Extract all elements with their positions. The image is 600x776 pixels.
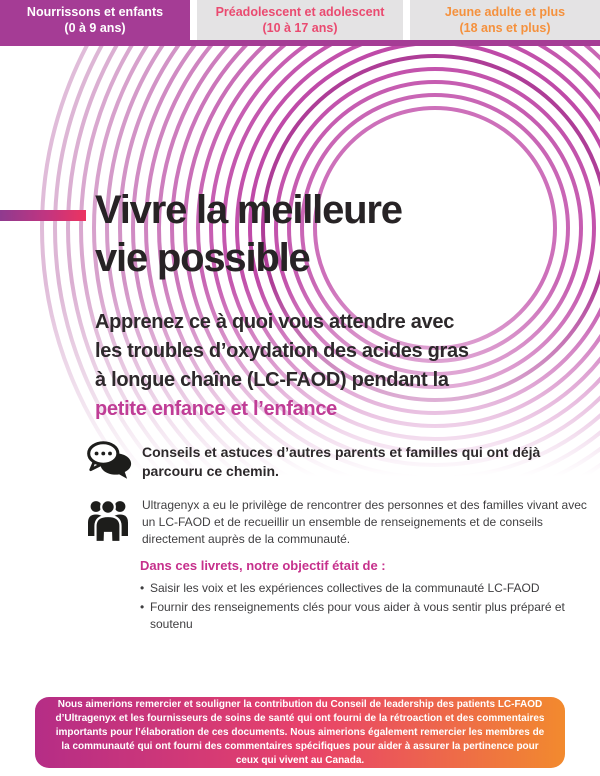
tab-infants-children[interactable] xyxy=(0,0,190,40)
tab-young-adult[interactable] xyxy=(410,0,600,40)
callout-text: Ultragenyx a eu le privilège de rencontrer des personnes et des familles vivant avec un LC-FAOD et de recueillir un ensemble de renseignements et de conseils directement auprès de la communauté. xyxy=(142,498,587,546)
objective-item: • Saisir les voix et les expériences collectives de la communauté LC-FAOD xyxy=(140,580,570,597)
chat-bubbles-icon xyxy=(86,440,142,487)
tab-sublabel: (18 ans et plus) xyxy=(459,21,551,35)
tab-preteen-adolescent[interactable] xyxy=(197,0,403,40)
subtitle-highlight: petite enfance et l’enfance xyxy=(95,398,337,420)
family-group-icon xyxy=(86,496,142,549)
callout-community-advice xyxy=(86,440,582,487)
title-accent-bar xyxy=(0,210,86,221)
tab-label: Nourrissons et enfants xyxy=(26,5,164,19)
tab-sublabel: (10 à 17 ans) xyxy=(262,21,338,35)
objectives-section xyxy=(140,558,580,635)
page-title: Vivre la meilleure vie possible xyxy=(95,188,402,280)
tab-underline-bar xyxy=(0,40,600,46)
tab-label: Préadolescent et adolescent xyxy=(215,5,385,19)
acknowledgement-banner xyxy=(35,697,565,768)
objectives-heading: Dans ces livrets, notre objectif était de : xyxy=(140,558,386,573)
objectives-list xyxy=(140,580,580,633)
tab-label: Jeune adulte et plus xyxy=(444,5,566,19)
callout-ultragenyx xyxy=(86,496,592,549)
acknowledgement-text: Nous aimerions remercier et souligner la contribution du Conseil de leadership des patients LC-FAOD d’Ultragenyx et les fournisseurs de soins de santé qui ont fourni de la rétroaction et des commentaires importants pour l’élaboration de ces documents. Nous aimerions également remercier les membres de la communauté qui ont fourni des commentaires spécifiques pour aider à assurer la pertinence pour ceux qui vivent au Canada. xyxy=(55,698,545,766)
objective-item: • Fournir des renseignements clés pour vous aider à vous sentir plus préparé et soutenu xyxy=(140,599,570,633)
age-group-tabs xyxy=(0,0,600,40)
tab-sublabel: (0 à 9 ans) xyxy=(64,21,126,35)
subtitle: Apprenez ce à quoi vous attendre avec les troubles d’oxydation des acides gras à longue chaîne (LC-FAOD) pendant la petite enfance et l’enfance xyxy=(95,308,565,424)
callout-text: Conseils et astuces d’autres parents et familles qui ont déjà parcouru ce chemin. xyxy=(142,444,541,479)
